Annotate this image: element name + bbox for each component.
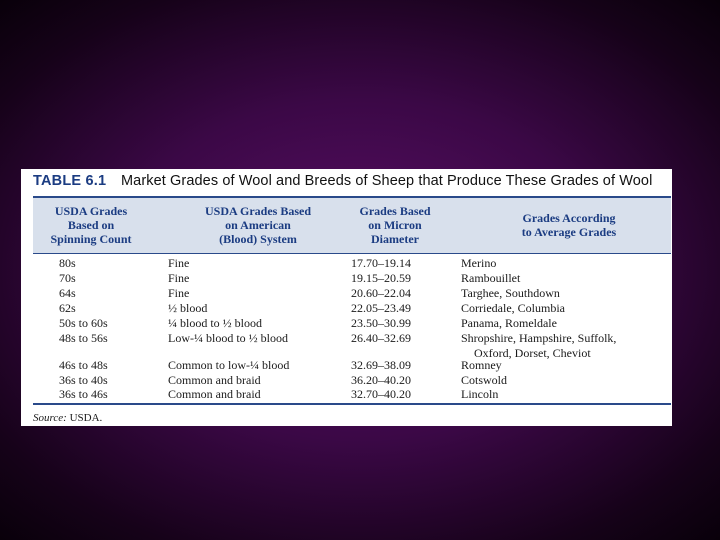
table-row [21, 256, 672, 271]
table-number: TABLE 6.1 [33, 173, 107, 189]
cell-micron: 22.05–23.49 [351, 301, 411, 315]
cell-breeds: Cotswold [461, 373, 508, 387]
cell-blood-grade: Fine [168, 271, 190, 285]
header-text: Spinning Count [50, 232, 132, 246]
header-text: Grades Based [359, 204, 431, 218]
table-caption: Market Grades of Wool and Breeds of Sheep that Produce These Grades of Wool [121, 173, 653, 189]
cell-spinning-count: 62s [59, 301, 76, 315]
table-title [21, 169, 672, 193]
cell-micron: 32.69–38.09 [351, 358, 411, 372]
source-value: USDA. [69, 412, 103, 424]
cell-blood-grade: Common to low-¼ blood [168, 358, 290, 372]
header-text: USDA Grades Based [204, 204, 311, 218]
cell-micron: 19.15–20.59 [351, 271, 411, 285]
cell-spinning-count: 70s [59, 271, 76, 285]
cell-micron: 32.70–40.20 [351, 387, 411, 401]
divider [33, 403, 671, 405]
cell-spinning-count: 36s to 46s [59, 387, 108, 401]
cell-breeds: Merino [461, 256, 497, 270]
divider [33, 253, 671, 254]
cell-micron: 20.60–22.04 [351, 286, 411, 300]
cell-breeds: Targhee, Southdown [461, 286, 560, 300]
cell-spinning-count: 36s to 40s [59, 373, 108, 387]
cell-blood-grade: Fine [168, 286, 190, 300]
header-text: USDA Grades [54, 204, 128, 218]
cell-micron: 26.40–32.69 [351, 331, 411, 345]
cell-breeds: Romney [461, 358, 502, 372]
cell-micron: 23.50–30.99 [351, 316, 411, 330]
header-text: on Micron [368, 218, 422, 232]
header-text: (Blood) System [219, 232, 297, 246]
table-header [33, 196, 671, 253]
header-text: Diameter [371, 232, 419, 246]
cell-blood-grade: Common and braid [168, 373, 261, 387]
cell-spinning-count: 50s to 60s [59, 316, 108, 330]
header-text: on American [225, 218, 291, 232]
cell-breeds: Lincoln [461, 387, 499, 401]
table-row [21, 331, 672, 361]
cell-spinning-count: 46s to 48s [59, 358, 108, 372]
cell-blood-grade: Common and braid [168, 387, 261, 401]
cell-micron: 36.20–40.20 [351, 373, 411, 387]
table-row [21, 271, 672, 286]
table-row [21, 373, 672, 388]
table-row [21, 358, 672, 373]
cell-breeds: Panama, Romeldale [461, 316, 557, 330]
table-source [33, 412, 102, 424]
cell-blood-grade: ½ blood [168, 301, 208, 315]
cell-breeds: Shropshire, Hampshire, Suffolk, [461, 331, 617, 345]
cell-spinning-count: 48s to 56s [59, 331, 108, 345]
cell-breeds-continued: Oxford, Dorset, Cheviot [474, 346, 591, 360]
header-spinning-count [41, 204, 141, 246]
table-row [21, 316, 672, 331]
cell-blood-grade: ¼ blood to ½ blood [168, 316, 263, 330]
table-document [21, 169, 672, 426]
table-row [21, 286, 672, 301]
table-row [21, 387, 672, 402]
cell-blood-grade: Fine [168, 256, 190, 270]
header-text: Based on [67, 218, 115, 232]
header-text: Grades According [522, 211, 616, 225]
header-text: to Average Grades [521, 225, 617, 239]
cell-micron: 17.70–19.14 [351, 256, 411, 270]
source-label: Source: [33, 412, 67, 424]
cell-breeds: Corriedale, Columbia [461, 301, 565, 315]
cell-spinning-count: 64s [59, 286, 76, 300]
header-micron-diameter [345, 204, 445, 246]
cell-breeds: Rambouillet [461, 271, 521, 285]
cell-blood-grade: Low-¼ blood to ½ blood [168, 331, 288, 345]
header-blood-system [183, 204, 333, 246]
table-row [21, 301, 672, 316]
cell-spinning-count: 80s [59, 256, 76, 270]
header-average-grades [499, 211, 639, 239]
